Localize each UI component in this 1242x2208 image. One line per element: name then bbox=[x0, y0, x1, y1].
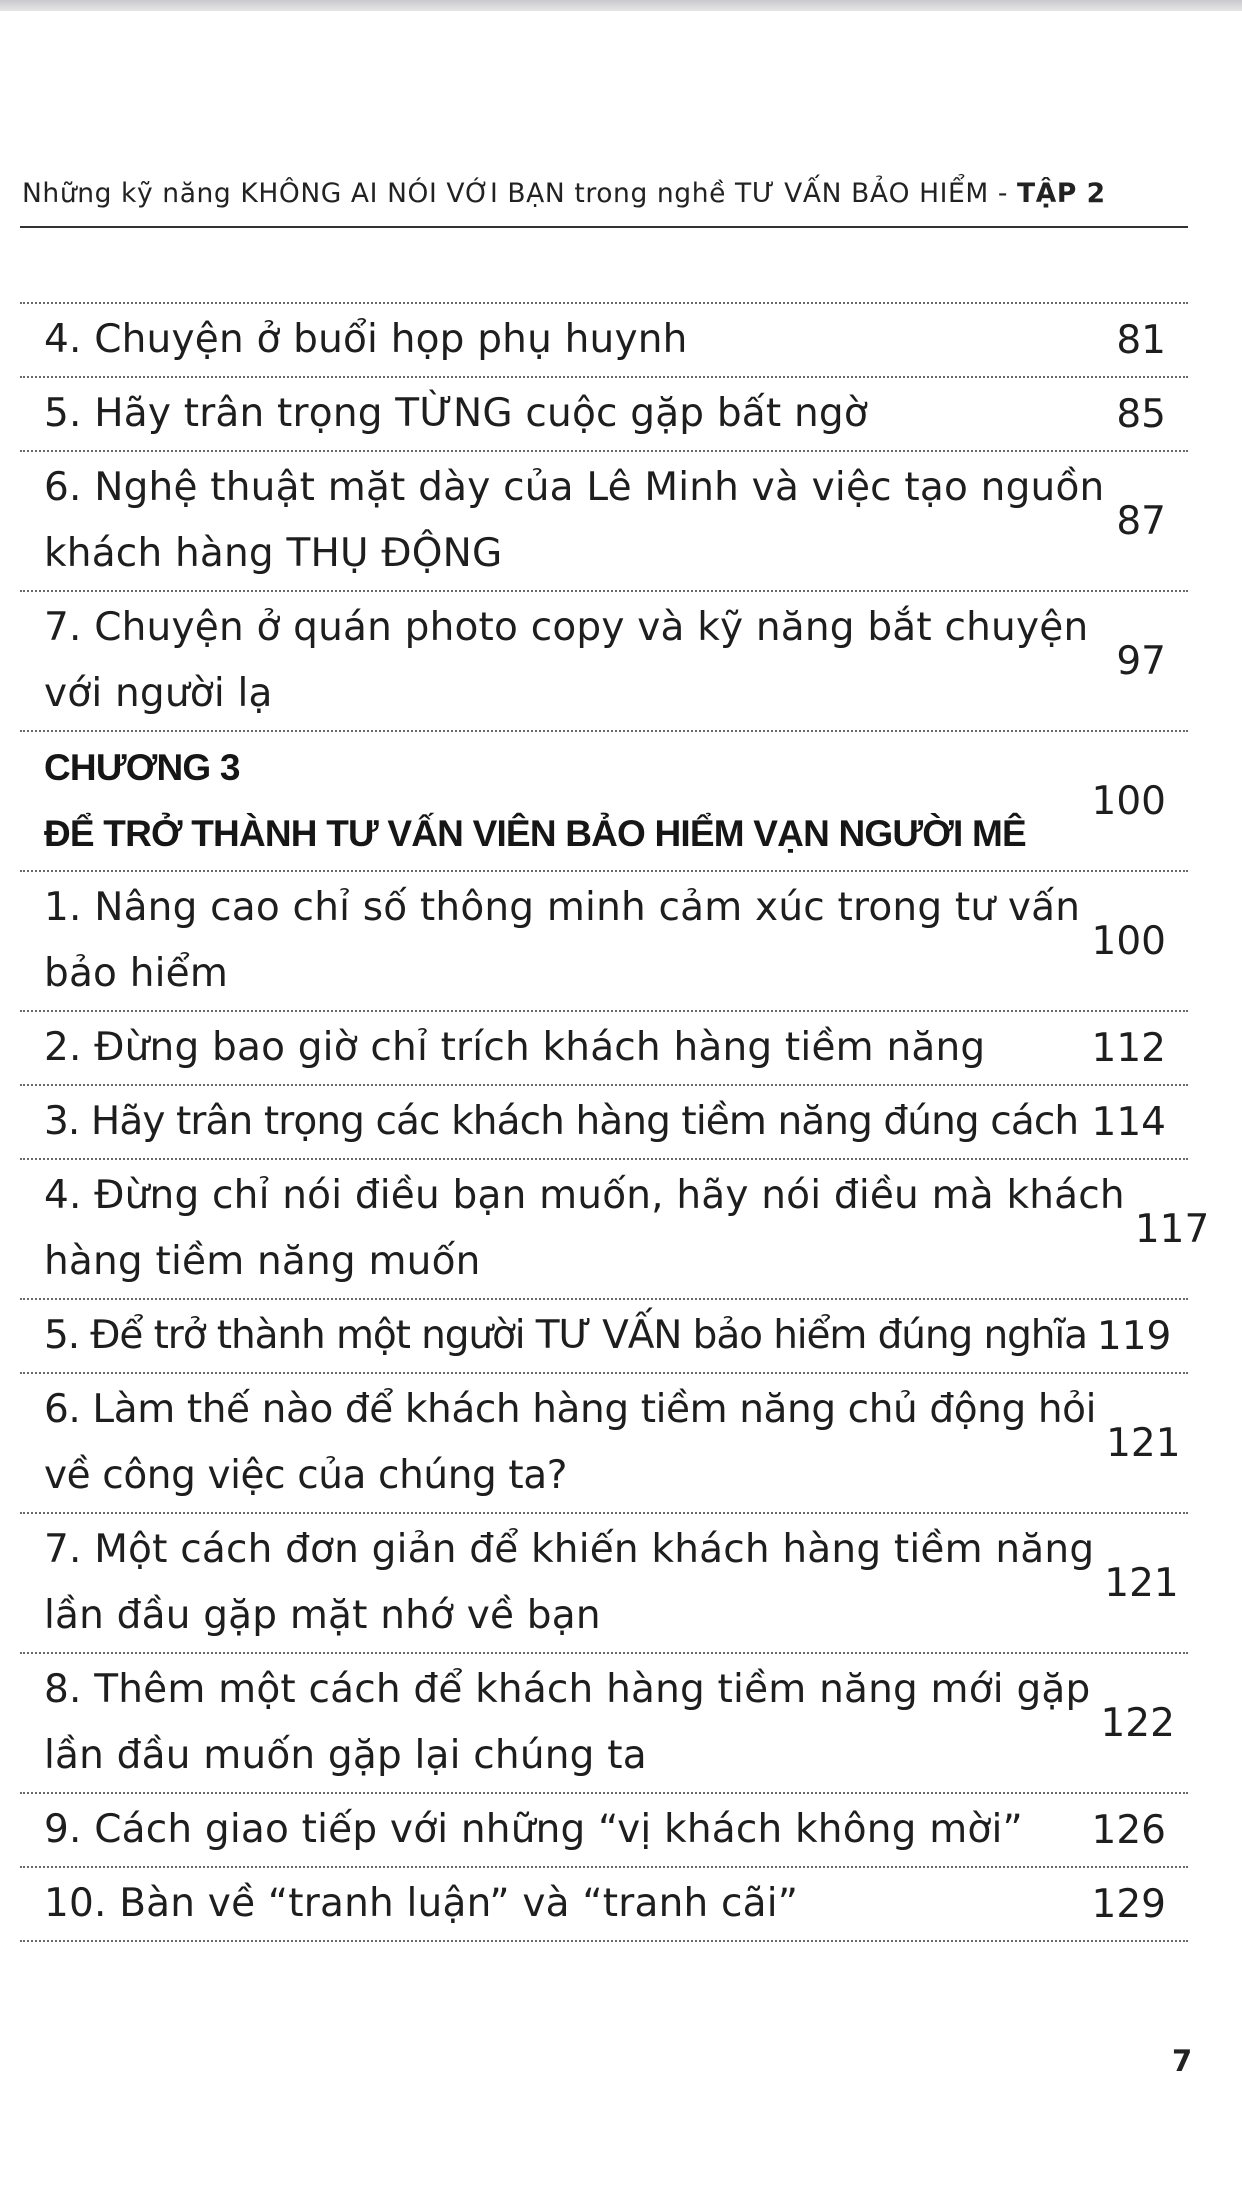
chapter-label: CHƯƠNG 3 bbox=[44, 747, 240, 788]
toc-entry-page: 87 bbox=[1116, 498, 1166, 544]
toc-entry-title-line: lần đầu gặp mặt nhớ về bạn bbox=[44, 1593, 601, 1638]
table-of-contents bbox=[20, 302, 1210, 1942]
toc-entry-page: 85 bbox=[1116, 391, 1166, 437]
toc-entry bbox=[20, 1012, 1188, 1086]
toc-entry-title-line: 9. Cách giao tiếp với những “vị khách không mời” bbox=[44, 1807, 1023, 1852]
toc-entry-page: 114 bbox=[1091, 1099, 1166, 1145]
page-number: 7 bbox=[1172, 2044, 1193, 2078]
toc-entry-page: 121 bbox=[1106, 1420, 1181, 1466]
toc-entry-title bbox=[20, 1657, 1100, 1789]
toc-entry bbox=[20, 1374, 1188, 1514]
toc-entry-title bbox=[20, 1377, 1106, 1509]
running-header-volume: TẬP 2 bbox=[1017, 178, 1106, 209]
header-rule bbox=[20, 226, 1188, 228]
toc-entry bbox=[20, 452, 1188, 592]
toc-entry-title-line: 10. Bàn về “tranh luận” và “tranh cãi” bbox=[44, 1881, 799, 1926]
toc-entry-title bbox=[20, 381, 1056, 447]
toc-entry bbox=[20, 872, 1188, 1012]
toc-entry-title bbox=[20, 1517, 1104, 1649]
toc-entry-title bbox=[20, 1015, 1056, 1081]
toc-entry-title bbox=[20, 307, 1056, 373]
toc-entry-title-line: 3. Hãy trân trọng các khách hàng tiềm năng đúng cách bbox=[44, 1099, 1079, 1144]
chapter-title: ĐỂ TRỞ THÀNH TƯ VẤN VIÊN BẢO HIỂM VẠN NGƯỜI MÊ bbox=[44, 813, 1026, 854]
toc-entry-title bbox=[20, 455, 1114, 587]
toc-entry-title bbox=[20, 1163, 1135, 1295]
toc-entry-title bbox=[20, 1871, 1056, 1937]
toc-entry-title bbox=[20, 1797, 1056, 1863]
toc-entry bbox=[20, 1160, 1210, 1300]
toc-entry-title-line: khách hàng THỤ ĐỘNG bbox=[44, 531, 503, 576]
toc-entry-title-line: 5. Để trở thành một người TƯ VẤN bảo hiểm đúng nghĩa bbox=[44, 1313, 1087, 1358]
toc-entry-page: 100 bbox=[1091, 918, 1166, 964]
toc-entry-title-line: 8. Thêm một cách để khách hàng tiềm năng mới gặp bbox=[44, 1667, 1091, 1712]
toc-entry-title-line: 7. Chuyện ở quán photo copy và kỹ năng bắt chuyện bbox=[44, 605, 1089, 650]
toc-entry bbox=[20, 378, 1188, 452]
toc-entry-title-line: 1. Nâng cao chỉ số thông minh cảm xúc trong tư vấn bbox=[44, 885, 1081, 930]
running-header bbox=[22, 178, 1190, 209]
toc-entry bbox=[20, 1794, 1188, 1868]
chapter-heading bbox=[20, 735, 1056, 867]
toc-entry-title-line: bảo hiểm bbox=[44, 951, 229, 996]
toc-entry-title bbox=[20, 1303, 1097, 1369]
toc-entry-page: 119 bbox=[1096, 1313, 1172, 1359]
toc-entry bbox=[20, 1514, 1188, 1654]
toc-entry bbox=[20, 592, 1188, 732]
toc-entry-title-line: lần đầu muốn gặp lại chúng ta bbox=[44, 1733, 647, 1778]
toc-entry-page: 81 bbox=[1116, 317, 1166, 363]
toc-chapter-entry bbox=[20, 732, 1188, 872]
toc-entry-page: 129 bbox=[1091, 1881, 1166, 1927]
toc-entry-title-line: 4. Đừng chỉ nói điều bạn muốn, hãy nói điều mà khách bbox=[44, 1173, 1125, 1218]
toc-entry bbox=[20, 1300, 1188, 1374]
toc-entry bbox=[20, 1868, 1188, 1942]
toc-entry bbox=[20, 1086, 1188, 1160]
toc-entry-page: 122 bbox=[1100, 1700, 1175, 1746]
toc-entry-page: 112 bbox=[1091, 1025, 1166, 1071]
toc-entry-page: 117 bbox=[1134, 1206, 1210, 1252]
toc-entry-title-line: 4. Chuyện ở buổi họp phụ huynh bbox=[44, 317, 688, 362]
toc-entry-title bbox=[20, 595, 1098, 727]
toc-entry-title-line: với người lạ bbox=[44, 671, 273, 716]
toc-entry-page: 100 bbox=[1091, 778, 1166, 824]
toc-entry-title-line: 5. Hãy trân trọng TỪNG cuộc gặp bất ngờ bbox=[44, 391, 868, 436]
toc-entry-title-line: 2. Đừng bao giờ chỉ trích khách hàng tiềm năng bbox=[44, 1025, 986, 1070]
running-header-title: Những kỹ năng KHÔNG AI NÓI VỚI BẠN trong nghề TƯ VẤN BẢO HIỂM - bbox=[22, 178, 1018, 209]
toc-entry-title-line: 6. Làm thế nào để khách hàng tiềm năng chủ động hỏi bbox=[44, 1387, 1097, 1432]
toc-entry bbox=[20, 304, 1188, 378]
toc-entry-page: 126 bbox=[1091, 1807, 1166, 1853]
toc-entry-page: 121 bbox=[1104, 1560, 1179, 1606]
toc-entry-page: 97 bbox=[1116, 638, 1166, 684]
toc-entry-title-line: về công việc của chúng ta? bbox=[44, 1453, 568, 1498]
toc-entry-title-line: 6. Nghệ thuật mặt dày của Lê Minh và việc tạo nguồn bbox=[44, 465, 1105, 510]
toc-entry-title-line: 7. Một cách đơn giản để khiến khách hàng tiềm năng bbox=[44, 1527, 1095, 1572]
top-edge-strip bbox=[0, 0, 1242, 11]
toc-entry-title-line: hàng tiềm năng muốn bbox=[44, 1239, 481, 1284]
toc-entry-title bbox=[20, 875, 1090, 1007]
toc-entry-title bbox=[20, 1089, 1088, 1155]
toc-entry bbox=[20, 1654, 1188, 1794]
